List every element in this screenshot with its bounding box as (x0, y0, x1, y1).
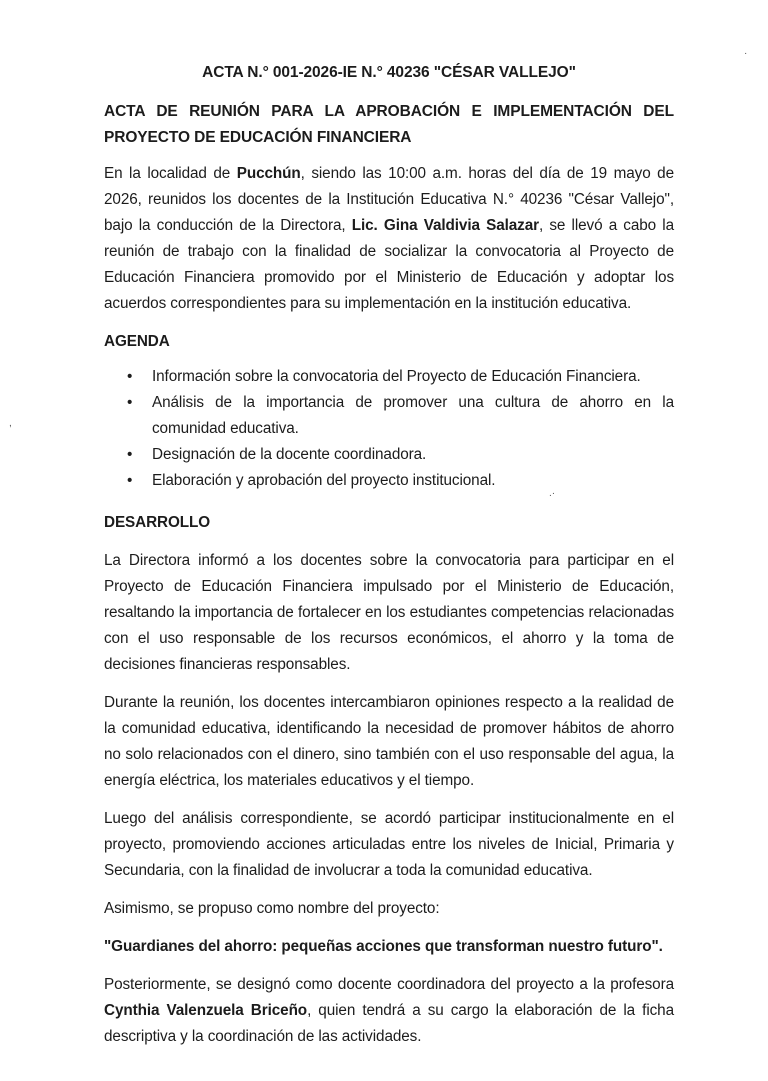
intro-director-name: Lic. Gina Valdivia Salazar (351, 217, 539, 234)
desarrollo-paragraph-3: Luego del análisis correspondiente, se acordó participar institucionalmente en el proyecto, promoviendo acciones articuladas entre los niveles de Inicial, Primaria y Secundaria, con la finalidad de involucrar a toda la comunidad educativa. (104, 810, 674, 879)
desarrollo-paragraph-4: Asimismo, se propuso como nombre del proyecto: (104, 900, 440, 917)
agenda-item: • Análisis de la importancia de promover una cultura de ahorro en la comunidad educativa. (152, 390, 674, 442)
intro-text-3: , se llevó a cabo la reunión de trabajo con la finalidad de socializar la convocatoria al Proyecto de Educación Financiera promovido por el Ministerio de Educación y adoptar los acuerdos correspondientes para su implementación en la institución educativa. (104, 217, 675, 312)
intro-paragraph (104, 161, 674, 317)
desarrollo-heading: DESARROLLO (104, 514, 211, 531)
p5-text-1: Posteriormente, se designó como docente coordinadora del proyecto a la profesora (104, 976, 674, 993)
desarrollo-paragraph-1: La Directora informó a los docentes sobre la convocatoria para participar en el Proyecto de Educación Financiera impulsado por el Ministerio de Educación, resaltando la importancia de fortalecer en los estudiantes competencias relacionadas con el uso responsable de los recursos económicos, el ahorro y la toma de decisiones financieras responsables. (104, 552, 674, 673)
agenda-item: • Designación de la docente coordinadora. (152, 442, 674, 468)
scan-speck: .· (549, 488, 556, 499)
desarrollo-paragraph-2: Durante la reunión, los docentes intercambiaron opiniones respecto a la realidad de la comunidad educativa, identificando la necesidad de promover hábitos de ahorro no solo relacionados con el dinero, sino también con el uso responsable del agua, la energía eléctrica, los materiales educativos y el tiempo. (104, 694, 674, 789)
scan-speck: , (9, 418, 12, 429)
coordinator-name: Cynthia Valenzuela Briceño (104, 1002, 308, 1019)
intro-text-1: En la localidad de (104, 165, 237, 182)
p5-text-2: , quien tendrá a su cargo la elaboración de la ficha descriptiva y la coordinación de las actividades. (104, 1002, 674, 1045)
intro-text-2: , siendo las 10:00 a.m. horas del día de 19 mayo de 2026, reunidos los docentes de la Institución Educativa N.° 40236 "César Vallejo", bajo la conducción de la Directora, (104, 165, 674, 234)
document-title: ACTA N.° 001-2026-IE N.° 40236 "CÉSAR VALLEJO" (202, 64, 576, 81)
agenda-heading: AGENDA (104, 333, 170, 350)
intro-location: Pucchún (236, 165, 301, 182)
agenda-list (104, 364, 674, 494)
project-name: "Guardianes del ahorro: pequeñas acciones que transforman nuestro futuro". (104, 938, 663, 955)
document-subtitle: ACTA DE REUNIÓN PARA LA APROBACIÓN E IMPLEMENTACIÓN DEL PROYECTO DE EDUCACIÓN FINANCIERA (104, 103, 674, 146)
agenda-item: • Información sobre la convocatoria del Proyecto de Educación Financiera. (152, 364, 674, 390)
document-page (104, 60, 674, 1062)
desarrollo-paragraph-5 (104, 972, 674, 1050)
agenda-item: • Elaboración y aprobación del proyecto institucional. (152, 468, 674, 494)
scan-speck: · (744, 48, 748, 59)
